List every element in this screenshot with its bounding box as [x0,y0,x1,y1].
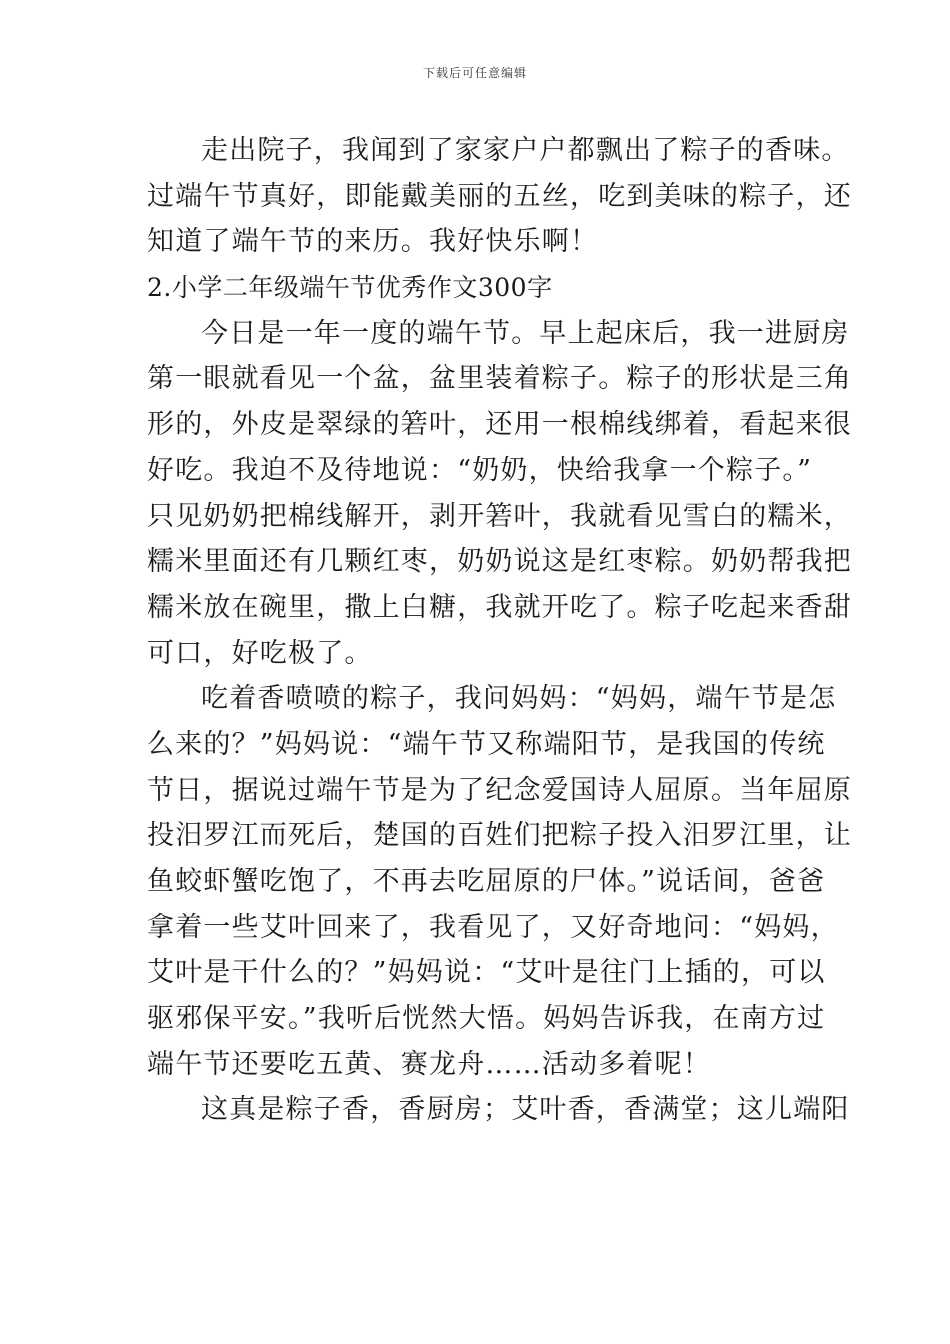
paragraph-line: 糯米里面还有几颗红枣，奶奶说这是红枣粽。奶奶帮我把 [147,546,852,578]
paragraph-line: 只见奶奶把棉线解开，剥开箬叶，我就看见雪白的糯米， [147,500,852,532]
paragraph-line: 投汨罗江而死后，楚国的百姓们把粽子投入汨罗江里，让 [147,820,852,852]
paragraph-line: 这真是粽子香，香厨房；艾叶香，香满堂；这儿端阳 [201,1094,850,1126]
paragraph-line: 么来的？”妈妈说：“端午节又称端阳节，是我国的传统 [147,728,826,760]
essay-body [147,128,852,1133]
paragraph-line: 拿着一些艾叶回来了，我看见了，又好奇地问：“妈妈， [147,911,839,943]
page-header: 下载后可任意编辑 [422,66,527,80]
paragraph-line: 走出院子，我闻到了家家户户都飘出了粽子的香味。 [201,135,850,166]
paragraph-line: 端午节还要吃五黄、赛龙舟……活动多着呢！ [147,1048,711,1080]
paragraph-line: 艾叶是干什么的？”妈妈说：“艾叶是往门上插的，可以 [147,957,826,989]
paragraph-line: 好吃。我迫不及待地说：“奶奶，快给我拿一个粽子。” [147,454,813,486]
paragraph-line: 形的，外皮是翠绿的箬叶，还用一根棉线绑着，看起来很 [147,409,852,441]
paragraph-line: 驱邪保平安。”我听后恍然大悟。妈妈告诉我，在南方过 [147,1003,826,1035]
paragraph-line: 知道了端午节的来历。我好快乐啊！ [147,226,599,258]
paragraph-line: 节日，据说过端午节是为了纪念爱国诗人屈原。当年屈原 [147,774,852,806]
paragraph-line: 鱼蛟虾蟹吃饱了，不再去吃屈原的尸体。”说话间，爸爸 [147,866,826,897]
paragraph-line: 糯米放在碗里，撒上白糖，我就开吃了。粽子吃起来香甜 [147,591,852,623]
paragraph-line: 过端午节真好，即能戴美丽的五丝，吃到美味的粽子，还 [147,180,852,212]
paragraph-line: 第一眼就看见一个盆，盆里装着粽子。粽子的形状是三角 [147,363,852,395]
paragraph-line: 今日是一年一度的端午节。早上起床后，我一进厨房 [201,317,850,349]
paragraph-line: 吃着香喷喷的粽子，我问妈妈：“妈妈，端午节是怎 [201,683,837,715]
paragraph-line: 可口，好吃极了。 [147,637,373,669]
section-heading: 2.小学二年级端午节优秀作文300字 [147,273,553,303]
